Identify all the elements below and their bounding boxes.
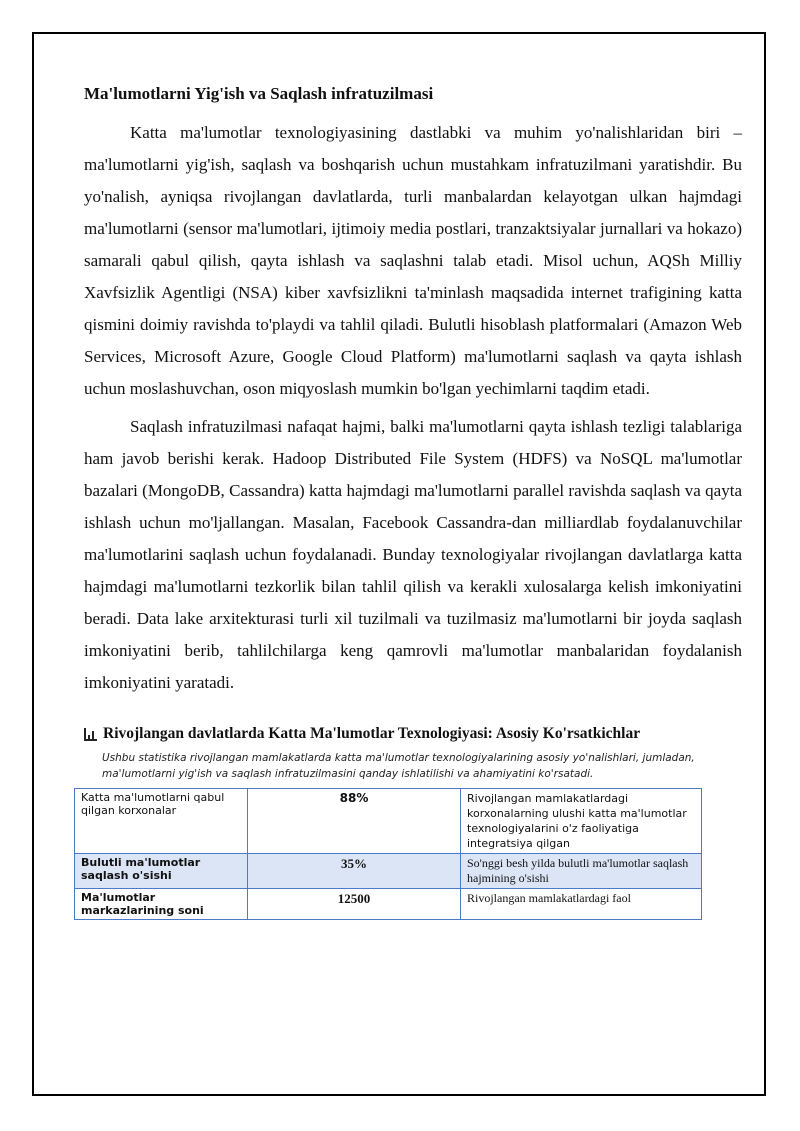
- row-description: So'nggi besh yilda bulutli ma'lumotlar saqlash hajmining o'sishi: [461, 854, 702, 889]
- stats-title: Rivojlangan davlatlarda Katta Ma'lumotlar Texnologiyasi: Asosiy Ko'rsatkichlar: [103, 725, 641, 742]
- stats-subtitle: Ushbu statistika rivojlangan mamlakatlarda katta ma'lumotlar texnologiyalarining asosiy yo'nalishlari, jumladan, ma'lumotlarni yig'ish va saqlash infratuzilmasini qanday ishlatilishi va ahamiyatini ko'rsatadi.: [102, 752, 695, 780]
- row-value: 12500: [248, 889, 461, 920]
- row-value: 35%: [248, 854, 461, 889]
- row-description: Rivojlangan mamlakatlardagi faol: [461, 889, 702, 920]
- section-heading: Ma'lumotlarni Yig'ish va Saqlash infratuzilmasi: [84, 84, 434, 103]
- bar-chart-icon: [84, 728, 97, 741]
- stats-table: [74, 788, 702, 920]
- row-label: Bulutli ma'lumotlar saqlash o'sishi: [75, 854, 248, 889]
- table-row: [75, 889, 702, 920]
- row-label: Katta ma'lumotlarni qabul qilgan korxonalar: [75, 789, 248, 854]
- paragraph-1: Katta ma'lumotlar texnologiyasining dastlabki va muhim yo'nalishlaridan biri – ma'lumotlarni yig'ish, saqlash va boshqarish uchun mustahkam infratuzilmani yaratishdir. Bu yo'nalish, ayniqsa rivojlangan davlatlarda, turli manbalardan kelayotgan ulkan hajmdagi ma'lumotlarni (sensor ma'lumotlari, ijtimoiy media postlari, tranzaktsiyalar jurnallari va hokazo) samarali qabul qilish, qayta ishlash va saqlashni talab etadi. Misol uchun, AQSh Milliy Xavfsizlik Agentligi (NSA) kiber xavfsizlikni ta'minlash maqsadida internet trafigining katta qismini doimiy ravishda to'playdi va tahlil qiladi. Bulutli hisoblash platformalari (Amazon Web Services, Microsoft Azure, Google Cloud Platform) ma'lumotlarni saqlash va qayta ishlash uchun moslashuvchan, oson miqyoslash mumkin bo'lgan yechimlarni taqdim etadi.: [84, 123, 742, 398]
- stats-title-row: [84, 724, 742, 744]
- row-value: 88%: [248, 789, 461, 854]
- table-row: [75, 789, 702, 854]
- document-content: [81, 83, 742, 920]
- row-label: Ma'lumotlar markazlarining soni: [75, 889, 248, 920]
- paragraph-2: Saqlash infratuzilmasi nafaqat hajmi, balki ma'lumotlarni qayta ishlash tezligi talablariga ham javob berishi kerak. Hadoop Distributed File System (HDFS) va NoSQL ma'lumotlar bazalari (MongoDB, Cassandra) katta hajmdagi ma'lumotlarni parallel ravishda saqlash va qayta ishlash uchun mo'ljallangan. Masalan, Facebook Cassandra-dan milliardlab foydalanuvchilar ma'lumotlarini saqlash uchun foydalanadi. Bunday texnologiyalar rivojlangan davlatlarga katta hajmdagi ma'lumotlarni tezkorlik bilan tahlil qilish va kerakli xulosalarga kelish imkoniyatini beradi. Data lake arxitekturasi turli xil tuzilmali va tuzilmasiz ma'lumotlarni bir joyda saqlash imkoniyatini berib, tahlilchilarga keng qamrovli ma'lumotlar manbalaridan foydalanish imkoniyatini yaratadi.: [84, 417, 742, 692]
- row-description: Rivojlangan mamlakatlardagi korxonalarning ulushi katta ma'lumotlar texnologiyalarini o'z faoliyatiga integratsiya qilgan: [461, 789, 702, 854]
- table-row: [75, 854, 702, 889]
